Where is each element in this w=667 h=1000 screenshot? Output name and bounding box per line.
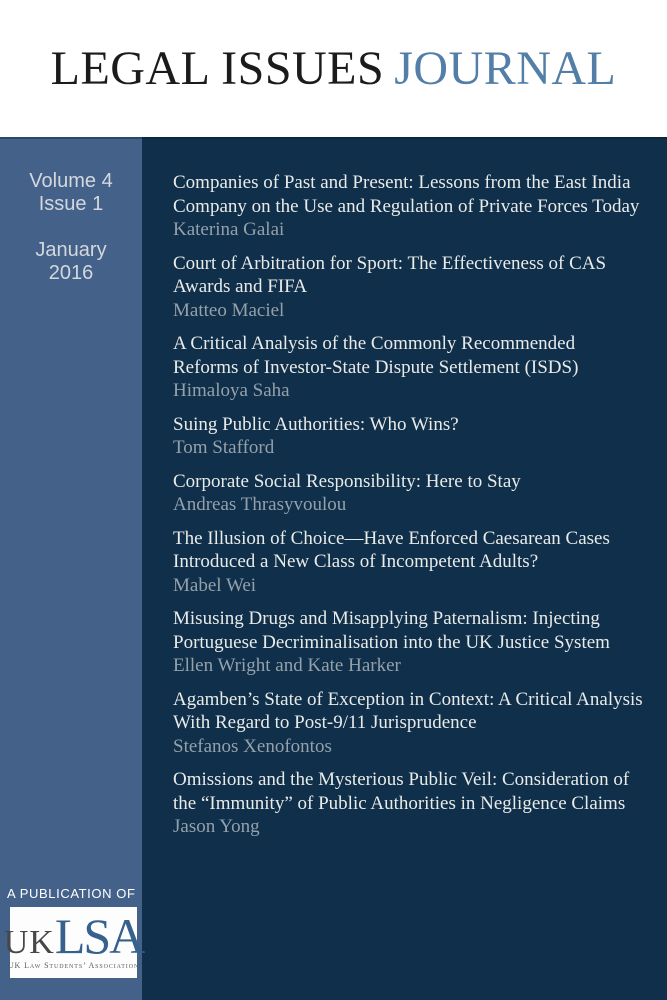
article-entry xyxy=(173,768,643,839)
journal-title xyxy=(50,41,617,95)
article-title: Misusing Drugs and Misapplying Paternalism: Injecting Portuguese Decriminalisation into the UK Justice System xyxy=(173,608,610,653)
article-entry xyxy=(173,413,643,460)
volume-label: Volume 4 xyxy=(29,170,113,192)
table-of-contents xyxy=(142,137,667,1000)
logo-subtitle: UK Law Students’ Association xyxy=(7,960,140,970)
publication-block xyxy=(0,886,142,1000)
article-title: Companies of Past and Present: Lessons from the East India Company on the Use and Regulation of Private Forces Today xyxy=(173,172,640,217)
cover-body xyxy=(0,137,667,1000)
uklsa-logo xyxy=(3,907,144,978)
logo-lsa-text: LSA xyxy=(54,908,144,965)
article-title: Corporate Social Responsibility: Here to Stay xyxy=(173,470,521,492)
article-title: Agamben’s State of Exception in Context: A Critical Analysis With Regard to Post-9/11 Jurisprudence xyxy=(173,688,643,733)
article-author: Tom Stafford xyxy=(173,437,275,458)
article-author: Ellen Wright and Kate Harker xyxy=(173,655,401,676)
article-title: Suing Public Authorities: Who Wins? xyxy=(173,413,459,435)
journal-title-secondary: JOURNAL xyxy=(394,41,617,95)
article-entry xyxy=(173,171,643,242)
article-title: The Illusion of Choice—Have Enforced Caesarean Cases Introduced a New Class of Incompetent Adults? xyxy=(173,527,610,572)
issue-sidebar xyxy=(0,137,142,1000)
article-title: Court of Arbitration for Sport: The Effectiveness of CAS Awards and FIFA xyxy=(173,252,607,297)
month-label: January xyxy=(35,239,107,261)
article-entry xyxy=(173,332,643,403)
article-author: Katerina Galai xyxy=(173,219,285,240)
article-author: Matteo Maciel xyxy=(173,299,285,321)
masthead xyxy=(0,0,667,137)
article-entry xyxy=(173,527,643,598)
article-entry xyxy=(173,688,643,759)
article-entry xyxy=(173,607,643,678)
journal-title-primary: LEGAL ISSUES xyxy=(50,41,385,95)
year-label: 2016 xyxy=(48,262,94,284)
article-title: Omissions and the Mysterious Public Veil: Consideration of the “Immunity” of Public Authorities in Negligence Claims xyxy=(173,769,630,814)
article-author: Himaloya Saha xyxy=(173,380,290,401)
issue-info xyxy=(0,137,142,285)
publication-label: A PUBLICATION OF xyxy=(7,886,136,901)
article-author: Andreas Thrasyvoulou xyxy=(173,494,347,515)
article-title: A Critical Analysis of the Commonly Recommended Reforms of Investor-State Dispute Settlement (ISDS) xyxy=(173,333,579,378)
article-author: Stefanos Xenofontos xyxy=(173,735,332,757)
article-author: Jason Yong xyxy=(173,816,260,837)
logo-uk-text: UK xyxy=(3,924,55,962)
issue-label: Issue 1 xyxy=(38,193,104,215)
article-entry xyxy=(173,252,643,323)
article-entry xyxy=(173,470,643,517)
article-author: Mabel Wei xyxy=(173,574,257,596)
